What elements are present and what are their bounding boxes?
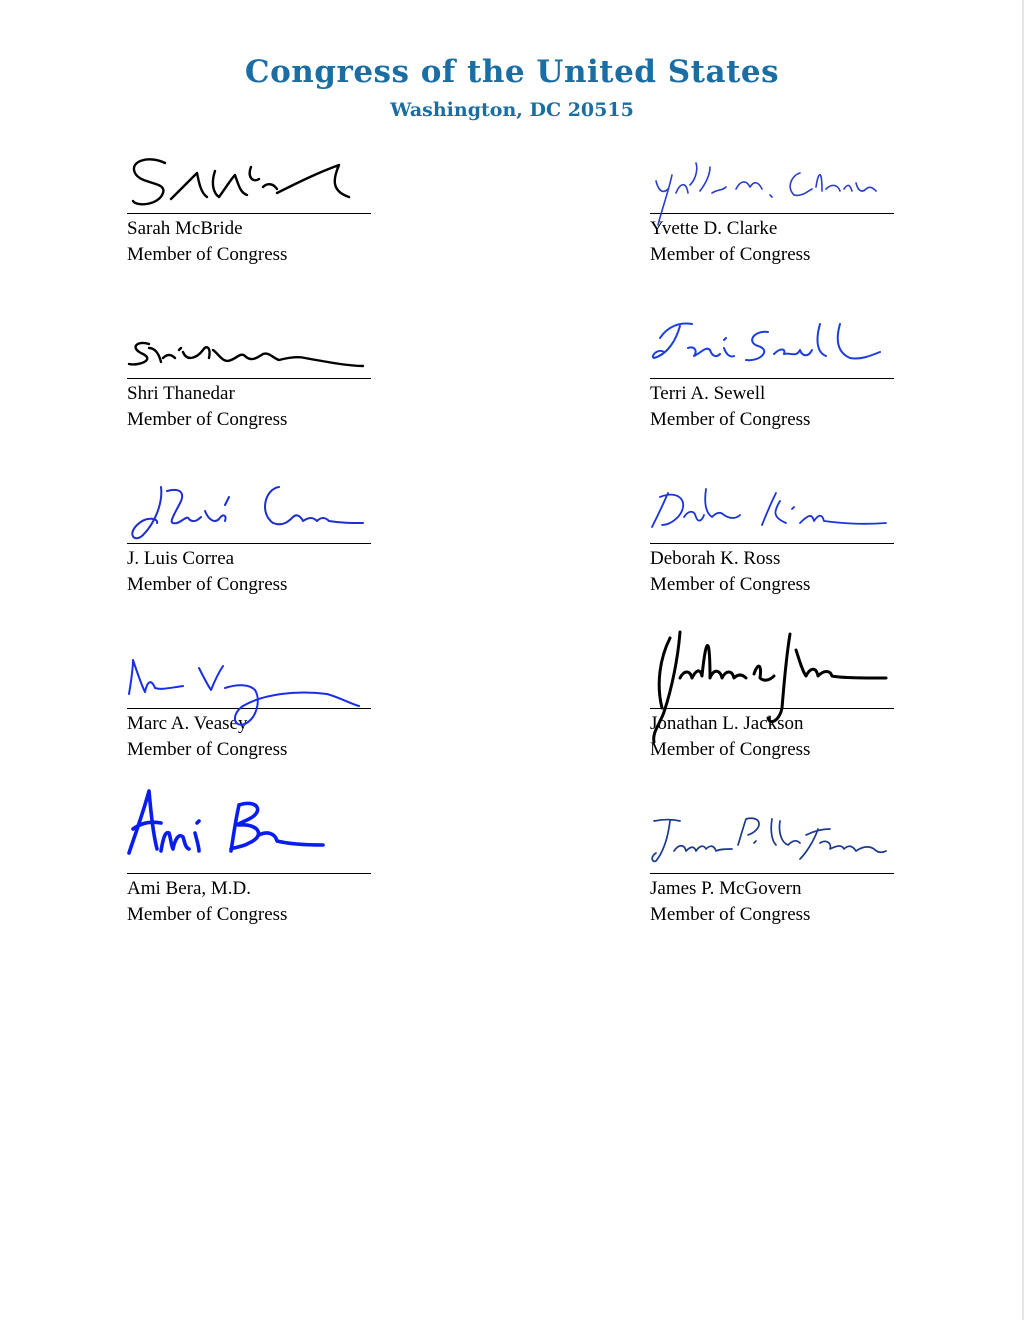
signatory-role: Member of Congress (127, 574, 288, 595)
signatory-role: Member of Congress (650, 739, 811, 760)
signature-block-sarah-mcbride (127, 153, 371, 273)
signature-mark (127, 648, 371, 728)
signature-block-deborah-ross (650, 483, 894, 603)
letterhead (0, 50, 1024, 125)
signatory-name: James P. McGovern (650, 878, 802, 899)
signatory-name: Terri A. Sewell (650, 383, 766, 404)
signatory-role: Member of Congress (650, 409, 811, 430)
letterhead-title: Congress of the United States (244, 54, 780, 90)
signatory-role: Member of Congress (650, 904, 811, 925)
signatory-name: Jonathan L. Jackson (650, 713, 804, 734)
signature-mark (127, 153, 371, 233)
signatory-role: Member of Congress (127, 409, 288, 430)
signatory-name: Deborah K. Ross (650, 548, 781, 569)
signature-mark (650, 483, 894, 563)
signature-block-terri-sewell (650, 318, 894, 438)
signature-block-marc-veasey (127, 648, 371, 768)
signature-mark (127, 318, 371, 398)
signature-mark (650, 153, 894, 233)
signatory-role: Member of Congress (650, 574, 811, 595)
signatory-name: Sarah McBride (127, 218, 243, 239)
signature-block-james-mcgovern (650, 813, 894, 933)
signature-mark (650, 648, 894, 728)
signature-mark (127, 483, 371, 563)
signatory-name: Ami Bera, M.D. (127, 878, 252, 899)
signatory-role: Member of Congress (650, 244, 811, 265)
signatory-name: Yvette D. Clarke (650, 218, 778, 239)
letterhead-address: Washington, DC 20515 (390, 99, 634, 121)
signatory-name: Shri Thanedar (127, 383, 235, 404)
signature-block-shri-thanedar (127, 318, 371, 438)
signature-block-ami-bera (127, 813, 371, 933)
signature-block-jonathan-jackson (650, 648, 894, 768)
signatory-role: Member of Congress (127, 244, 288, 265)
signature-mark (650, 813, 894, 893)
signatory-role: Member of Congress (127, 739, 288, 760)
signature-mark (650, 318, 894, 398)
signatory-role: Member of Congress (127, 904, 288, 925)
signatory-name: J. Luis Correa (127, 548, 235, 569)
signature-block-yvette-clarke (650, 153, 894, 273)
signature-mark (127, 813, 371, 893)
signature-block-luis-correa (127, 483, 371, 603)
signatory-name: Marc A. Veasey (127, 713, 248, 734)
